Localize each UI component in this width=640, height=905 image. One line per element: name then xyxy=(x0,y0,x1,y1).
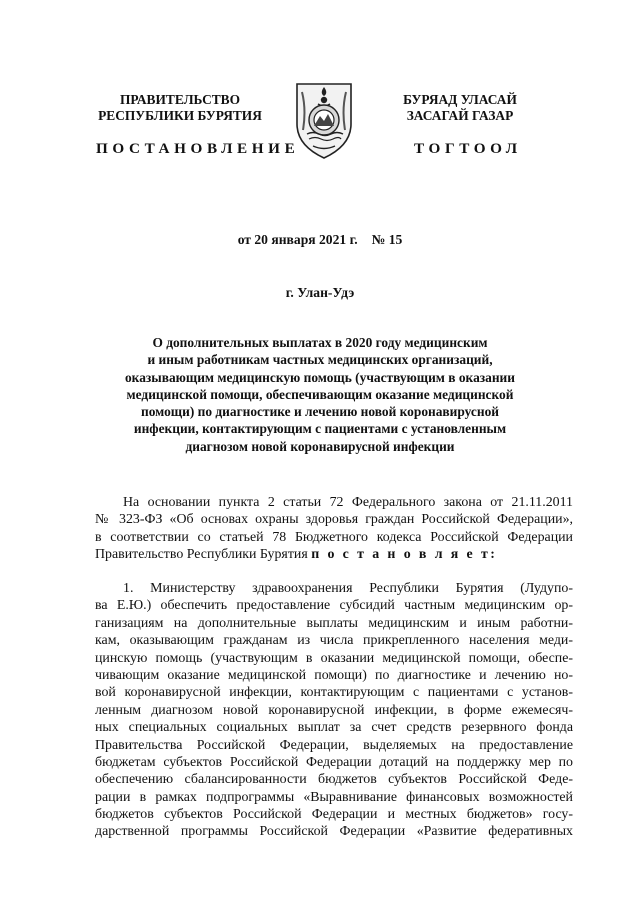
paragraph-line: обеспечению сбалансированности бюджетов субъектов Российской Феде- xyxy=(95,772,573,788)
paragraph-line: ва Е.Ю.) обеспечить предоставление субсидий частным медицинским ор- xyxy=(95,598,573,614)
paragraph-line: бюджетов субъектов Российской Федерации и местных бюджетов» госу- xyxy=(95,807,573,823)
resolution-verb: п о с т а н о в л я е т: xyxy=(311,547,498,563)
paragraph-line: дарственной программы Российской Федерации «Развитие федеративных xyxy=(95,824,573,840)
header-right-block xyxy=(360,92,560,124)
decree-date: от 20 января 2021 г. xyxy=(237,232,358,247)
doc-type-russian: ПОСТАНОВЛЕНИЕ xyxy=(96,140,300,157)
header-right-line: БУРЯАД УЛАСАЙ xyxy=(403,92,517,107)
coat-of-arms-icon xyxy=(293,78,355,160)
paragraph-line: ганизациям на дополнительные выплаты медицинским и иным работни- xyxy=(95,615,573,631)
title-line: инфекции, контактирующим с пациентами с установленным xyxy=(133,421,507,437)
paragraph-line: бюджетам субъектов Российской Федерации дотаций на поддержку мер по xyxy=(95,754,573,770)
paragraph-line: цинскую помощь (участвующим в оказании медицинской помощи, обеспе- xyxy=(95,650,573,666)
paragraph-line: вой коронавирусной инфекции, контактирующим с пациентами с установ- xyxy=(95,685,573,701)
paragraph-line: Правительства Российской Федерации, выделяемых на предоставление xyxy=(95,737,573,753)
title-line: помощи) по диагностике и лечению новой коронавирусной xyxy=(141,404,499,420)
paragraph-line: кам, оказывающим гражданам из числа прикрепленного населения меди- xyxy=(95,633,573,649)
title-line: и иным работникам частных медицинских организаций, xyxy=(147,352,493,368)
decree-number: № 15 xyxy=(371,232,403,247)
paragraph-line: рации в рамках подпрограммы «Выравнивание финансовых возможностей xyxy=(95,789,573,805)
header-left-block xyxy=(80,92,280,124)
title-line: медицинской помощи, обеспечивающим оказание медицинской xyxy=(126,386,514,402)
decree-city: г. Улан-Удэ xyxy=(285,285,355,300)
decree-date-line xyxy=(0,232,640,248)
preamble-paragraph xyxy=(95,494,573,564)
paragraph-line xyxy=(95,546,573,563)
header-right-line: ЗАСАГАЙ ГАЗАР xyxy=(406,108,514,123)
paragraph-line: ных специальных социальных выплат за счет средств резервного фонда xyxy=(95,720,573,736)
paragraph-line: 1. Министерству здравоохранения Республики Бурятия (Лудупо- xyxy=(123,581,573,596)
decree-title xyxy=(110,334,530,455)
paragraph-line: На основании пункта 2 статьи 72 Федерального закона от 21.11.2011 xyxy=(123,495,573,510)
paragraph-line: № 323-ФЗ «Об основах охраны здоровья граждан Российской Федерации», xyxy=(95,512,573,528)
doc-type-buryat: ТОГТООЛ xyxy=(414,140,522,157)
resolution-subject: Правительство Республики Бурятия xyxy=(95,547,312,563)
title-line: оказывающим медицинскую помощь (участвующим в оказании xyxy=(124,369,515,385)
paragraph-line: чивающим оказание медицинской помощи) по диагностике и лечению но- xyxy=(95,667,573,683)
header-left-line: РЕСПУБЛИКИ БУРЯТИЯ xyxy=(98,108,262,123)
clause-1-paragraph xyxy=(95,580,573,841)
title-line: диагнозом новой коронавирусной инфекции xyxy=(185,438,455,454)
header-left-line: ПРАВИТЕЛЬСТВО xyxy=(119,92,241,107)
paragraph-line: в соответствии со статьей 78 Бюджетного кодекса Российской Федерации xyxy=(95,529,573,545)
title-line: О дополнительных выплатах в 2020 году медицинским xyxy=(152,335,488,350)
paragraph-line: ленным диагнозом новой коронавирусной инфекции, в форме ежемесяч- xyxy=(95,702,573,718)
